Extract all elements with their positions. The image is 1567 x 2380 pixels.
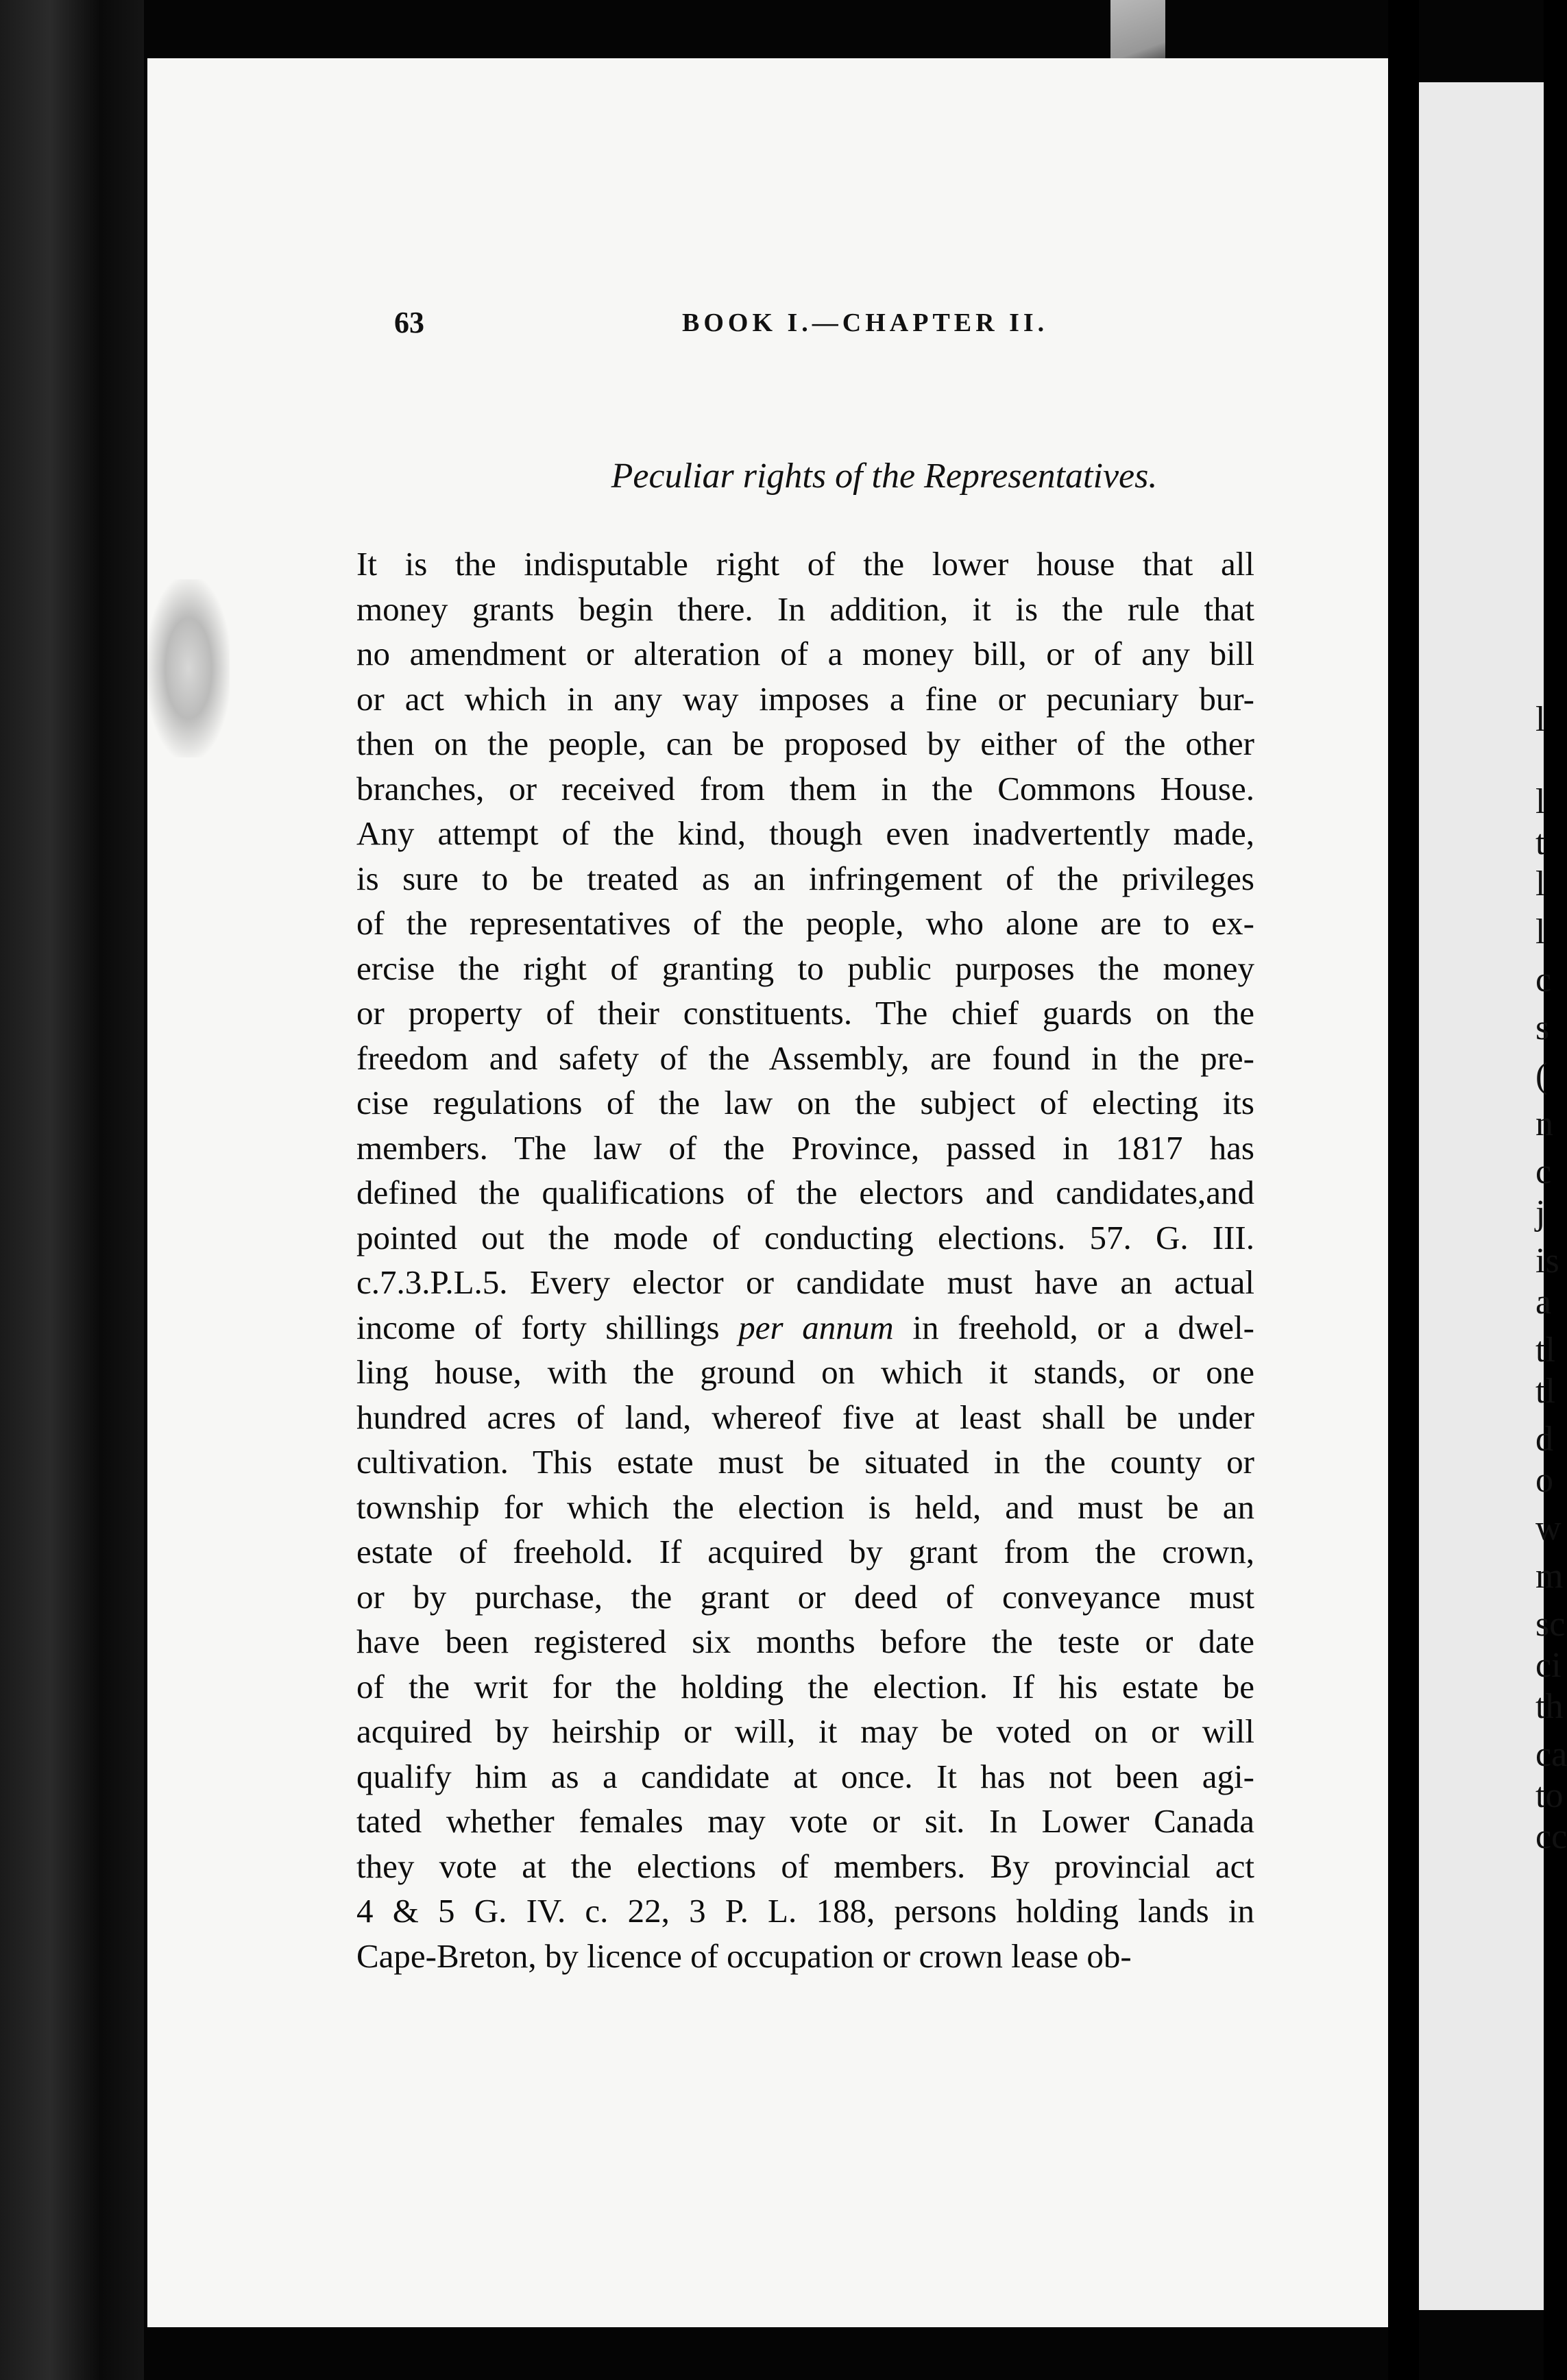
text-line: ercise the right of granting to public purposes the money (356, 949, 1254, 987)
facing-page-letter: to (1535, 1776, 1564, 1815)
text-line: or act which in any way imposes a fine or pecuniary bur- (356, 679, 1254, 718)
facing-page-letter: d (1535, 1420, 1553, 1459)
facing-page-letter: j (1535, 1193, 1546, 1232)
text-line: defined the qualifications of the electors and candidates,and (356, 1174, 1254, 1211)
text-line: It is the indisputable right of the lower house that all (356, 545, 1254, 583)
text-line: tated whether females may vote or sit. In Lower Canada (356, 1802, 1254, 1840)
text-line: of the writ for the holding the election. If his estate be (356, 1667, 1254, 1705)
facing-page-letter: a (1535, 1283, 1552, 1322)
facing-page-letter: l (1535, 912, 1546, 951)
facing-page-letter: tl (1535, 1372, 1555, 1411)
facing-page-letter: m (1535, 1557, 1564, 1596)
facing-page-letter: cc (1535, 1817, 1567, 1856)
facing-page-fragment (1419, 82, 1567, 2310)
text-line: branches, or received from them in the Commons House. (356, 769, 1254, 807)
text-line: acquired by heirship or will, it may be voted on or will (356, 1712, 1254, 1750)
text-line: 4 & 5 G. IV. c. 22, 3 P. L. 188, persons holding lands in (356, 1892, 1254, 1930)
text-line: Any attempt of the kind, though even inadvertently made, (356, 814, 1254, 852)
italic-phrase: per annum (738, 1308, 894, 1346)
text-line: freedom and safety of the Assembly, are found in the pre- (356, 1039, 1254, 1077)
facing-page-letter: t (1535, 823, 1546, 862)
text-line: or by purchase, the grant or deed of conveyance must (356, 1577, 1254, 1616)
text-line: qualify him as a candidate at once. It has not been agi- (356, 1757, 1254, 1795)
facing-page-letter: l (1535, 864, 1546, 903)
text-line: they vote at the elections of members. By provincial act (356, 1847, 1254, 1885)
facing-page-letter: ci (1535, 1646, 1562, 1685)
facing-page-letter: ( (1535, 1056, 1548, 1095)
text-line: Cape-Breton, by licence of occupation or crown lease ob- (356, 1936, 1132, 1975)
text-line: cultivation. This estate must be situated in the county or (356, 1443, 1254, 1481)
text-line: income of forty shillings per annum in freehold, or a dwel- (356, 1308, 1254, 1346)
running-head (394, 305, 1374, 353)
text-line: cise regulations of the law on the subject of electing its (356, 1084, 1254, 1121)
facing-page-letter: w (1535, 1509, 1562, 1548)
book-binding-edge (0, 0, 144, 2380)
facing-page-letter: tl (1535, 1331, 1555, 1370)
text-line: ling house, with the ground on which it stands, or one (356, 1353, 1254, 1391)
body-text (356, 542, 1254, 1978)
facing-page-letter: l (1535, 700, 1546, 739)
facing-page-letter: ca (1535, 1735, 1567, 1774)
text-line: estate of freehold. If acquired by grant from the crown, (356, 1533, 1254, 1570)
text-line: have been registered six months before the teste or date (356, 1623, 1254, 1660)
text-line: c.7.3.P.L.5. Every elector or candidate must have an actual (356, 1263, 1254, 1301)
page-number: 63 (394, 306, 424, 339)
gutter-shadow (1388, 0, 1419, 2380)
facing-page-letter: n (1535, 1104, 1553, 1143)
text-line: members. The law of the Province, passed in 1817 has (356, 1128, 1254, 1167)
text-line: then on the people, can be proposed by either of the other (356, 725, 1254, 762)
running-title: BOOK I.—CHAPTER II. (682, 308, 1049, 337)
text-line: no amendment or alteration of a money bill, or of any bill (356, 635, 1254, 672)
text-line: township for which the election is held, and must be an (356, 1487, 1254, 1526)
text-line: or property of their constituents. The chief guards on the (356, 994, 1254, 1032)
facing-page-letter: o (1535, 1461, 1553, 1500)
facing-page-letter: c (1535, 960, 1552, 999)
text-line: hundred acres of land, whereof five at least shall be under (356, 1398, 1254, 1436)
facing-page-letter: l (1535, 782, 1546, 821)
section-heading: Peculiar rights of the Representatives. (611, 457, 1158, 496)
facing-page-letter: s (1535, 1008, 1550, 1047)
facing-page-letter: c (1535, 1152, 1552, 1191)
text-line: money grants begin there. In addition, it is the rule that (356, 590, 1254, 628)
text-line: pointed out the mode of conducting elections. 57. G. III. (356, 1218, 1254, 1256)
facing-page-letter: th (1535, 1687, 1564, 1726)
text-line: is sure to be treated as an infringement of the privileges (356, 859, 1254, 897)
text-line: of the representatives of the people, who alone are to ex- (356, 904, 1254, 942)
facing-page-letter: sc (1535, 1605, 1566, 1644)
page-smudge (147, 579, 230, 757)
facing-page-letter: is (1535, 1241, 1559, 1280)
